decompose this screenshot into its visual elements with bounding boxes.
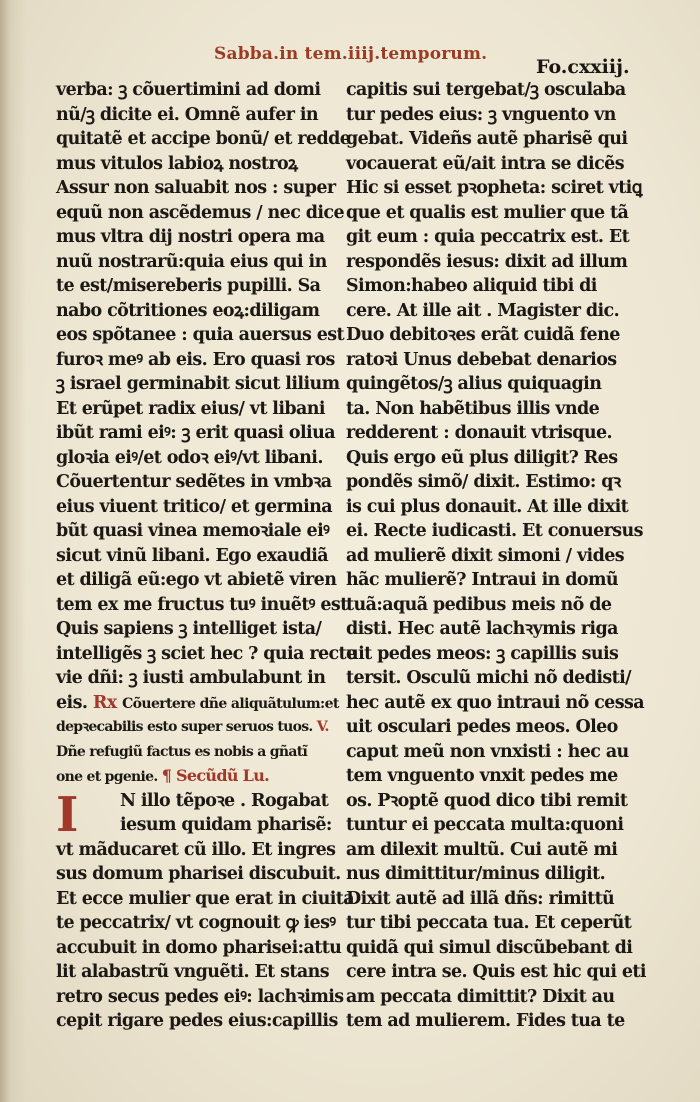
text-line: tuã:aquã pedibus meis nõ de xyxy=(346,594,612,615)
text-line: Quis ergo eũ plus diligit? Res xyxy=(346,447,618,468)
text-line: uit pedes meos: ꝫ capillis suis xyxy=(346,643,619,664)
text-line: vt mãducaret cũ illo. Et ingres xyxy=(56,839,336,860)
text-line: nuũ nostrarũ:quia eius qui in xyxy=(56,251,327,272)
text-line: tem ad mulierem. Fides tua te xyxy=(346,1011,625,1031)
text-line: sicut vinũ libani. Ego exaudiã xyxy=(56,545,329,566)
text-line: N illo tẽpoꝛe . Rogabat xyxy=(120,790,329,811)
section-marker: ¶ Secũdũ Lu. xyxy=(161,766,270,785)
text-line: hãc mulierẽ? Intraui in domũ xyxy=(346,570,619,590)
text-line: gebat. Videñs autẽ pharisẽ qui xyxy=(346,129,628,149)
rubric-line: Dñe refugiũ factus es nobis a gñatĩ xyxy=(56,743,308,760)
text-line: nus dimittitur/minus diligit. xyxy=(346,864,606,884)
text-line: disti. Hec autẽ lachꝛymis riga xyxy=(346,619,618,639)
text-line: que et qualis est mulier que tã xyxy=(346,202,629,223)
text-line: Dixit autẽ ad illã dñs: rimittũ xyxy=(346,888,615,909)
text-line: redderent : donauit vtrisque. xyxy=(346,423,613,443)
text-line: git eum : quia peccatrix est. Et xyxy=(346,227,630,247)
text-line: mus vltra dij nostri opera ma xyxy=(56,227,325,247)
initial-lines xyxy=(120,789,332,838)
text-line: nabo cõtritiones eoꝝ:diligam xyxy=(56,300,320,321)
text-line: iesum quidam pharisẽ: xyxy=(120,815,332,835)
text-line: pondẽs simõ/ dixit. Estimo: qꝛ xyxy=(346,472,621,492)
left-column xyxy=(56,78,357,1034)
gutter-shadow xyxy=(0,0,26,1102)
text-line: tersit. Osculũ michi nõ dedisti/ xyxy=(346,668,631,688)
running-head: Sabba.in tem.iiij.temporum. xyxy=(214,44,488,64)
verse-mark: V. xyxy=(316,719,329,735)
left-text-block-1 xyxy=(56,78,357,691)
text-line: os. Pꝛoptẽ quod dico tibi remit xyxy=(346,790,628,811)
text-line: Simon:habeo aliquid tibi di xyxy=(346,276,597,296)
text-line: caput meũ non vnxisti : hec au xyxy=(346,741,629,762)
rubric-line xyxy=(56,715,329,740)
text-line: ta. Non habẽtibus illis vnde xyxy=(346,398,600,419)
text-line: cere intra se. Quis est hic qui eti xyxy=(346,962,646,982)
text-line: te est/misereberis pupilli. Sa xyxy=(56,276,321,296)
right-text-block xyxy=(346,78,646,1034)
text-line: capitis sui tergebat/ꝫ osculaba xyxy=(346,80,626,100)
text-line: lit alabastrũ vnguẽti. Et stans xyxy=(56,962,330,982)
text-line: sus domum pharisei discubuit. xyxy=(56,864,341,884)
text-line: ad mulierẽ dixit simoni / vides xyxy=(346,545,625,566)
text-line: quitatẽ et accipe bonũ/ et redde xyxy=(56,129,351,149)
text-line: equũ non ascẽdemus / nec dice xyxy=(56,202,345,223)
text-line: cere. At ille ait . Magister dic. xyxy=(346,300,620,321)
text-line: gloꝛia eiꝰ/et odoꝛ eiꝰ/vt libani. xyxy=(56,447,323,468)
text-line: eius viuent tritico/ et germina xyxy=(56,496,333,517)
text-line: vocauerat eũ/ait intra se dicẽs xyxy=(346,153,624,174)
text-line: Duo debitoꝛes erãt cuidã fene xyxy=(346,325,620,345)
text-run: one et pgenie. xyxy=(56,769,158,785)
text-line: furoꝛ meꝰ ab eis. Ero quasi ros xyxy=(56,349,335,370)
text-line: eos spõtanee : quia auersus est xyxy=(56,325,345,345)
text-run: depꝛecabilis esto super seruos tuos. xyxy=(56,719,313,735)
right-column xyxy=(346,78,646,1034)
text-line: am dilexit multũ. Cui autẽ mi xyxy=(346,839,618,860)
rubric-text: Cõuertere dñe aliquãtulum:et xyxy=(122,695,339,712)
text-line: intelligẽs ꝫ sciet hec ? quia recte xyxy=(56,643,357,664)
response-mark: Rx xyxy=(92,692,117,713)
text-line: quingẽtos/ꝫ alius quiquagin xyxy=(346,374,602,394)
text-line: mus vitulos labioꝝ nostroꝝ xyxy=(56,153,298,174)
text-line: is cui plus donauit. At ille dixit xyxy=(346,496,629,517)
text-line: tuntur ei peccata multa:quoni xyxy=(346,815,624,835)
text-line: retro secus pedes eiꝰ: lachꝛimis xyxy=(56,986,344,1007)
folio-number: Fo.cxxiij. xyxy=(536,56,630,78)
text-line: verba: ꝫ cõuertimini ad domi xyxy=(56,80,321,100)
text-run: eis. xyxy=(56,692,88,713)
text-line: Cõuertentur sedẽtes in vmbꝛa xyxy=(56,472,332,492)
text-line: ei. Recte iudicasti. Et conuersus xyxy=(346,521,643,541)
left-text-block-2 xyxy=(56,838,354,1034)
text-line: tem vnguento vnxit pedes me xyxy=(346,766,618,786)
text-line: am peccata dimittit? Dixit au xyxy=(346,986,615,1007)
text-line: Et ecce mulier que erat in ciuita xyxy=(56,888,354,909)
text-line: hec autẽ ex quo intraui nõ cessa xyxy=(346,692,644,713)
text-line: Quis sapiens ꝫ intelliget ista/ xyxy=(56,619,322,639)
text-line: tur pedes eius: ꝫ vnguento vn xyxy=(346,104,616,125)
text-line: Hic si esset pꝛopheta: sciret vtiꝗ xyxy=(346,178,642,198)
text-line: bũt quasi vinea memoꝛiale eiꝰ xyxy=(56,521,330,541)
initial-block xyxy=(56,786,332,843)
text-line: respondẽs iesus: dixit ad illum xyxy=(346,251,628,272)
text-line: ratoꝛi Unus debebat denarios xyxy=(346,349,617,370)
text-line: ꝫ israel germinabit sicut lilium xyxy=(56,374,340,394)
text-line: te peccatrix/ vt cognouit ꝙ iesꝰ xyxy=(56,913,336,933)
text-line: quidã qui simul discũbebant di xyxy=(346,937,633,958)
text-line: Et erũpet radix eius/ vt libani xyxy=(56,398,325,419)
text-line: ibũt rami eiꝰ: ꝫ erit quasi oliua xyxy=(56,423,335,443)
text-line: Assur non saluabit nos : super xyxy=(56,178,336,198)
text-line: tur tibi peccata tua. Et ceperũt xyxy=(346,913,632,933)
text-line: et diligã eũ:ego vt abietẽ viren xyxy=(56,570,337,590)
text-line: uit osculari pedes meos. Oleo xyxy=(346,717,618,737)
text-line: tem ex me fructus tuꝰ inuẽtꝰ est xyxy=(56,594,348,615)
text-line: cepit rigare pedes eius:capillis xyxy=(56,1011,338,1031)
text-line: accubuit in domo pharisei:attu xyxy=(56,937,342,958)
text-line: vie dñi: ꝫ iusti ambulabunt in xyxy=(56,668,326,688)
rubric-line xyxy=(56,764,324,789)
text-line: nũ/ꝫ dicite ei. Omnẽ aufer in xyxy=(56,104,319,125)
drop-cap-initial: I xyxy=(56,786,79,843)
response-line xyxy=(56,691,339,716)
